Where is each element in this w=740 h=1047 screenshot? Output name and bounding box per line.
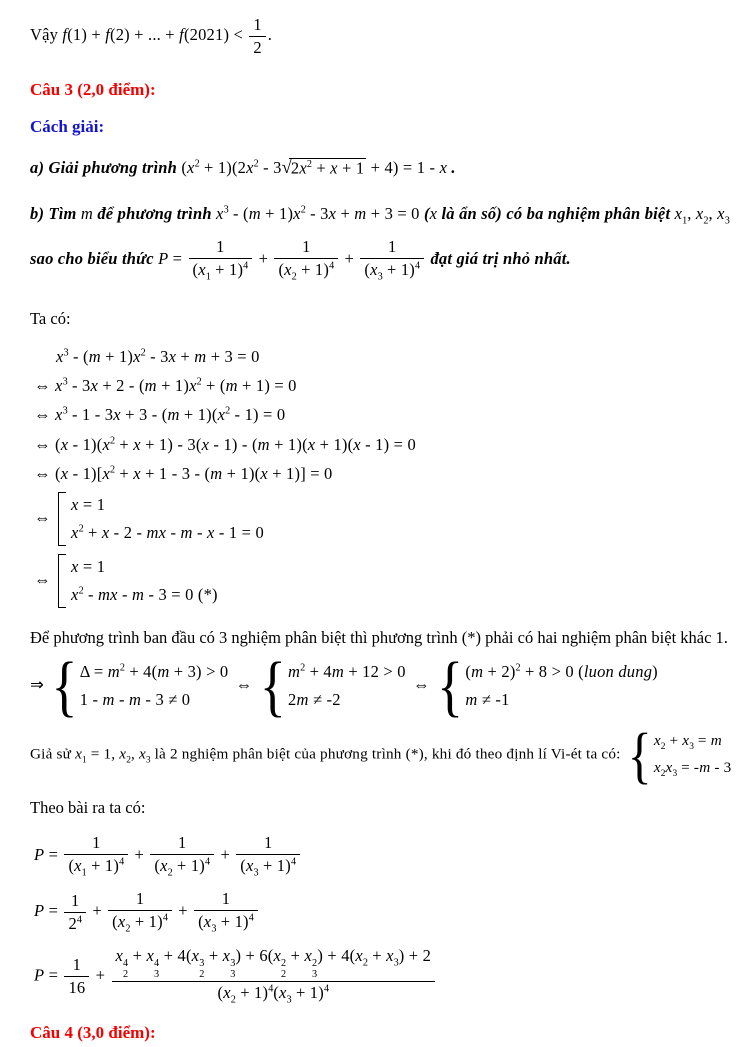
math-variable: x	[299, 158, 307, 178]
superscript: 4	[323, 983, 330, 995]
equation-step-3: ⇔ $x^3 - 1 - 3x + 3 - (m + 1)(x^2 - 1) = 0$	[34, 405, 286, 425]
fraction: $\frac{1}{(x_1 + 1)^4}$	[64, 832, 128, 880]
superscript: 2	[306, 158, 312, 170]
math-variable: x	[665, 759, 673, 777]
superscript: 4	[76, 914, 82, 926]
math-variable: x	[191, 945, 200, 965]
fraction: $\frac{1}{(x_3 + 1)^4}$	[236, 832, 300, 880]
superscript: 4	[268, 983, 274, 995]
math-variable: x	[223, 983, 231, 1003]
math-variable: f	[62, 25, 68, 45]
fraction: $\frac{1}{2}$	[249, 14, 265, 59]
math-variable: x	[653, 732, 661, 750]
math-variable: x	[71, 584, 79, 604]
math-variable: f	[105, 25, 111, 45]
fraction: $\frac{1}{2^4}$	[64, 890, 86, 935]
superscript: 2	[78, 585, 84, 597]
part-a-statement: a) Giải phương trình $(x^2 + 1)(2x^2 - 3√2x^2 + x + 1 + 4) = 1 - x$ .	[30, 157, 456, 178]
math-variable: x	[102, 434, 110, 454]
subscript: 1	[205, 270, 211, 282]
superscript: 2	[196, 376, 202, 388]
math-variable: m	[128, 690, 142, 710]
math-variable: x	[206, 522, 215, 542]
subscript: 2	[125, 923, 131, 935]
math-variable: x	[717, 204, 725, 224]
math-variable: x	[307, 434, 316, 454]
math-variable: x	[439, 158, 448, 178]
superscript: 4	[162, 912, 168, 924]
equation-step-4: ⇔ $(x - 1)(x^2 + x + 1) - 3(x - 1) - (m + 1)(x + 1)(x - 1) = 0$	[34, 434, 416, 454]
subscript: 2	[703, 215, 709, 227]
brace-cases: { $(m + 2)^2 + 8 > 0$ (luon dung) m ≠ -1	[437, 647, 658, 724]
delta-condition-equation: ⇒ { $\Delta = m^2 + 4(m + 3) > 0$ 1 - m - m - 3 ≠ 0 ⇔ { $m^2 + 4m + 12 > 0$ 2m ≠ -2 ⇔ { $(m + 2)^2 + 8 > 0$ (luon dung) m ≠ -1	[30, 647, 658, 724]
fraction: $\frac{1}{(x_3 + 1)^4}$	[360, 236, 424, 284]
math-variable: luon	[583, 662, 615, 682]
math-variable: x	[71, 494, 79, 514]
text-run: Vậy	[30, 25, 63, 45]
left-brace: {	[259, 647, 287, 724]
subscript: 2	[126, 755, 131, 766]
superscript: 4	[415, 260, 421, 271]
math-variable: x	[115, 945, 124, 965]
math-variable: P	[34, 901, 45, 921]
math-variable: mx	[146, 522, 167, 542]
math-variable: x	[222, 945, 231, 965]
math-variable: x	[146, 945, 155, 965]
equation-step-1: $x^3 - (m + 1)x^2 - 3x + m + 3 = 0$	[56, 346, 260, 366]
left-bracket	[58, 492, 66, 546]
math-variable: m	[194, 346, 207, 366]
math-variable: x	[355, 945, 363, 965]
subscript: 1	[81, 867, 87, 879]
math-variable: x	[260, 464, 268, 484]
superscript: 2	[225, 405, 231, 417]
superscript: 2	[78, 523, 84, 535]
math-variable: m	[144, 375, 157, 395]
viete-paragraph: Giả sử $x_1 = 1$, $x_2$, $x_3$ là 2 nghiệm phân biệt của phương trình (*), khi đó theo định lí Vi-ét ta có: { $x_2 + x_3 = m$ $x_2x_3 = -m - 3$	[30, 720, 732, 791]
superscript: 4	[329, 260, 335, 271]
math-variable: m	[180, 522, 193, 542]
sub-sup-stack: 2 3	[312, 957, 318, 980]
math-variable: x	[71, 522, 79, 542]
brace-cases: { $x_2 + x_3 = m$ $x_2x_3 = -m - 3$	[627, 720, 732, 791]
text-run: sao cho biểu thức	[30, 248, 159, 268]
heading-cau-3: Câu 3 (2,0 điểm):	[30, 79, 156, 99]
superscript: 2	[300, 662, 306, 674]
math-variable: x	[113, 405, 121, 425]
equation-step-2: ⇔ $x^3 - 3x + 2 - (m + 1)x^2 + (m + 1) = 0$	[34, 375, 297, 395]
distinct-roots-condition-paragraph: Để phương trình ban đầu có 3 nghiệm phân biệt thì phương trình (*) phải có hai nghiệm phân biệt khác 1.	[30, 627, 728, 647]
superscript: 4	[290, 856, 297, 868]
superscript: 3	[63, 347, 69, 359]
superscript: 4	[243, 260, 249, 271]
math-variable: m	[248, 204, 261, 224]
math-variable: x	[304, 945, 313, 965]
subscript: 3	[145, 755, 151, 766]
math-variable: mx	[98, 584, 118, 604]
math-variable: x	[71, 556, 79, 576]
math-variable: x	[653, 759, 661, 777]
math-variable: x	[293, 204, 301, 224]
math-variable: x	[74, 855, 82, 875]
conclusion-line: Vậy f(1) + f(2) + ... + f(2021) < $\frac{1}{2}$ .	[30, 15, 273, 57]
equation-step-7: ⇔ x = 1 $x^2$ - mx - m - 3 = 0 (*)	[34, 553, 732, 609]
math-variable: P	[34, 965, 45, 985]
subscript: 3	[724, 215, 730, 227]
text-run: để phương trình	[93, 204, 217, 224]
math-variable: m	[471, 662, 484, 682]
math-variable: m	[699, 759, 711, 777]
math-variable: m	[88, 346, 101, 366]
math-variable: x	[284, 259, 292, 279]
subscript: 3	[286, 994, 292, 1006]
math-variable: x	[60, 434, 69, 454]
p-expansion-step-1: P = $\frac{1}{(x_1 + 1)^4}$ + $\frac{1}{(x_2 + 1)^4}$ + $\frac{1}{(x_3 + 1)^4}$	[34, 832, 732, 880]
math-variable: m	[132, 584, 145, 604]
sub-sup-stack: 4 3	[154, 957, 160, 980]
math-variable: x	[245, 855, 254, 875]
fraction: $\frac{1}{16}$	[64, 954, 89, 999]
superscript: 2	[300, 204, 306, 216]
superscript: 2	[194, 158, 200, 170]
math-variable: m	[296, 690, 309, 710]
math-variable: x	[216, 204, 224, 224]
square-root: $√2x^2 + x + 1$	[281, 157, 365, 178]
bracket-cases: x = 1 $x^2$ - mx - m - 3 = 0 (*)	[58, 553, 218, 609]
math-variable: x	[160, 855, 168, 875]
math-variable: x	[102, 464, 110, 484]
math-variable: m	[354, 204, 367, 224]
math-variable: x	[273, 945, 282, 965]
math-variable: x	[168, 346, 177, 366]
superscript: 2	[119, 662, 125, 674]
text-run: đạt giá trị nhỏ nhất.	[426, 248, 571, 268]
math-variable: x	[189, 375, 197, 395]
sub-sup-stack: 2 2	[281, 957, 287, 980]
part-b-statement-line-2: sao cho biểu thức P = $\frac{1}{(x_1 + 1)^4}$ + $\frac{1}{(x_2 + 1)^4}$ + $\frac{1}{(x_3 + 1)^4}$ đạt giá trị nhỏ nhất.	[30, 236, 732, 284]
math-variable: x	[328, 204, 337, 224]
math-variable: x	[198, 259, 206, 279]
superscript: 2	[109, 435, 116, 447]
superscript: 3	[223, 204, 229, 216]
subscript: 2	[230, 994, 236, 1006]
math-variable: x	[246, 158, 254, 178]
math-variable: x	[279, 983, 287, 1003]
heading-cach-giai: Cách giải:	[30, 116, 105, 136]
left-brace: {	[437, 647, 464, 724]
math-variable: x	[133, 434, 141, 454]
text-run: .	[447, 158, 456, 178]
text-run: Giả sử	[30, 745, 76, 763]
math-variable: P	[34, 844, 45, 864]
superscript: 2	[109, 464, 116, 476]
equation-step-6: ⇔ x = 1 $x^2 + x - 2$ - mx - m - x - 1 = 0	[34, 491, 732, 547]
math-variable: x	[187, 158, 195, 178]
text-run: b) Tìm	[30, 204, 81, 224]
fraction: x 4 2 + x 4 3 + 4(x 3 2 + x 3 3 ) + 6(x 2 2 + x 2 3 ) + $4(x_2 + x_3) + 2$ $(x_2 + 1)^4(x_3 + 1)^4$	[112, 945, 436, 1008]
math-variable: x	[353, 434, 361, 454]
math-variable: m	[210, 464, 223, 484]
subscript: 2	[660, 769, 666, 780]
heading-cau-4: Câu 4 (3,0 điểm):	[30, 1022, 156, 1042]
math-variable: m	[465, 690, 478, 710]
superscript: 4	[248, 912, 254, 924]
p-expansion-step-2: P = $\frac{1}{2^4}$ + $\frac{1}{(x_2 + 1)^4}$ + $\frac{1}{(x_3 + 1)^4}$	[34, 888, 732, 936]
math-variable: x	[56, 346, 64, 366]
superscript: 4	[205, 856, 211, 868]
superscript: 2	[140, 347, 146, 359]
math-variable: m	[225, 375, 238, 395]
fraction: $\frac{1}{(x_2 + 1)^4}$	[108, 888, 172, 936]
superscript: 2	[515, 662, 521, 674]
text-run: (	[419, 204, 430, 224]
math-variable: x	[695, 204, 704, 224]
fraction: $\frac{1}{(x_2 + 1)^4}$	[274, 236, 338, 284]
math-variable: x	[386, 945, 394, 965]
math-variable: x	[330, 158, 338, 178]
math-variable: x	[119, 745, 127, 763]
math-variable: x	[133, 346, 141, 366]
math-variable: m	[331, 662, 345, 682]
brace-cases: { $m^2 + 4m + 12 > 0$ 2m ≠ -2	[259, 647, 406, 724]
subscript: 3	[393, 957, 399, 968]
fraction: $\frac{1}{(x_2 + 1)^4}$	[150, 832, 214, 880]
math-variable: x	[370, 259, 378, 279]
math-variable: x	[133, 464, 141, 484]
math-variable: x	[60, 464, 69, 484]
subscript: 3	[672, 769, 678, 780]
bracket-cases: x = 1 $x^2 + x - 2$ - mx - m - x - 1 = 0	[58, 491, 264, 547]
math-variable: m	[102, 690, 115, 710]
subscript: 1	[82, 755, 87, 766]
subscript: 2	[660, 742, 666, 753]
superscript: 3	[62, 405, 68, 417]
theo-bai-label: Theo bài ra ta có:	[30, 797, 146, 817]
math-variable: P	[158, 248, 169, 268]
math-variable: x	[429, 204, 438, 224]
text-run: a) Giải phương trình	[30, 158, 182, 178]
math-variable: x	[201, 434, 210, 454]
math-variable: x	[674, 204, 683, 224]
math-variable: x	[55, 405, 63, 425]
left-brace: {	[51, 647, 78, 724]
math-variable: m	[107, 662, 120, 682]
math-variable: f	[179, 25, 184, 45]
part-b-statement-line-1: b) Tìm m để phương trình $x^3 - (m + 1)x^2 - 3x + m + 3 = 0$ (x là ẩn số) có ba nghiệm phân biệt $x_1$, $x_2$, $x_3$	[30, 204, 730, 227]
math-variable: m	[710, 732, 722, 750]
math-variable: x	[138, 745, 146, 763]
math-variable: x	[75, 745, 83, 763]
brace-cases: { $\Delta = m^2 + 4(m + 3) > 0$ 1 - m - m - 3 ≠ 0	[51, 647, 229, 724]
ta-co-label: Ta có:	[30, 309, 71, 329]
math-variable: x	[101, 522, 110, 542]
text-run: là ẩn số) có ba nghiệm phân biệt	[437, 204, 675, 224]
subscript: 2	[167, 867, 173, 879]
subscript: 1	[682, 215, 688, 227]
math-variable: x	[117, 912, 126, 932]
math-variable: x	[90, 375, 98, 395]
subscript: 2	[362, 957, 368, 968]
math-variable: m	[288, 662, 301, 682]
subscript: 3	[377, 270, 383, 282]
math-variable: x	[217, 405, 226, 425]
text-run: là 2 nghiệm phân biệt của phương trình (*), khi đó theo định lí Vi-ét ta có:	[150, 745, 625, 763]
radical-sign: √	[281, 157, 292, 178]
math-variable: x	[682, 732, 690, 750]
p-expansion-step-3: P = $\frac{1}{16}$ + x 4 2 + x 4 3 + 4(x 3 2 + x 3 3 ) + 6(x 2 2 + x 2 3 ) + $4(x_2 + x_3) + 2$ $(x_2 + 1)^4(x_3 + 1)^4$	[34, 945, 732, 1008]
math-variable: dung	[618, 662, 653, 682]
superscript: 2	[253, 158, 259, 170]
math-variable: x	[203, 912, 212, 932]
sub-sup-stack: 3 3	[230, 957, 236, 980]
left-brace: {	[627, 720, 652, 791]
fraction: $\frac{1}{(x_3 + 1)^4}$	[194, 888, 258, 936]
subscript: 3	[211, 923, 217, 935]
math-variable: m	[257, 434, 270, 454]
equation-step-5: ⇔ $(x - 1)[x^2 + x + 1 - 3 - (m + 1)(x + 1)] = 0$	[34, 464, 333, 484]
math-variable: m	[167, 405, 180, 425]
math-variable: m	[157, 662, 170, 682]
sub-sup-stack: 3 2	[199, 957, 205, 980]
subscript: 2	[291, 270, 297, 282]
superscript: 3	[62, 376, 68, 388]
left-bracket	[58, 554, 66, 608]
subscript: 3	[689, 742, 694, 753]
sub-sup-stack: 4 2	[123, 957, 129, 980]
math-variable: m	[80, 204, 94, 224]
fraction: $\frac{1}{(x_1 + 1)^4}$	[189, 236, 253, 284]
math-variable: x	[55, 375, 63, 395]
superscript: 4	[119, 856, 125, 868]
subscript: 3	[253, 867, 259, 879]
